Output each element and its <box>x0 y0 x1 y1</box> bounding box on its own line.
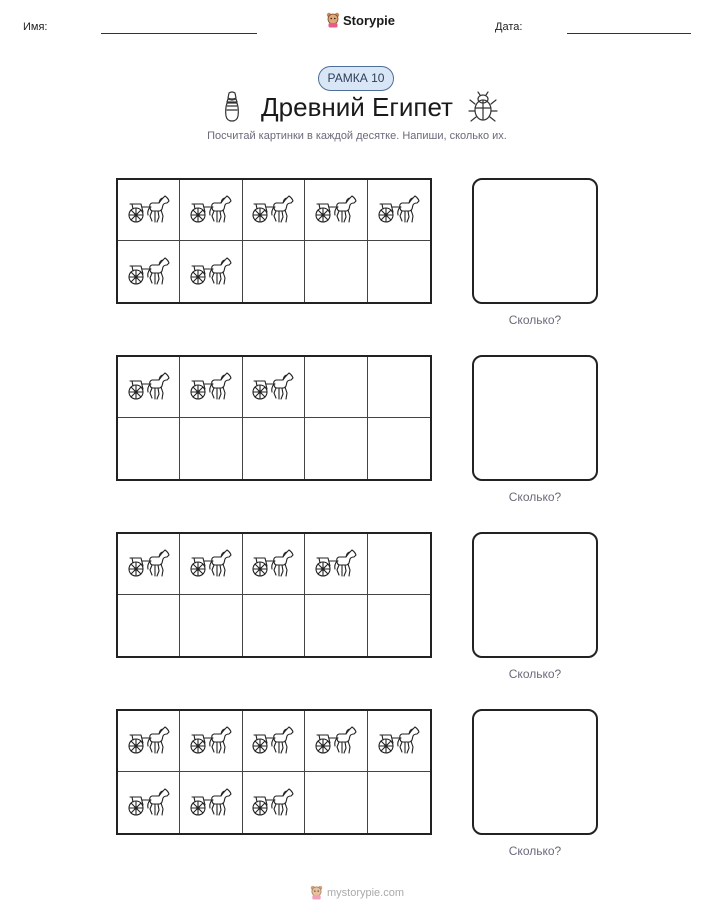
horse-chariot-icon <box>189 549 233 579</box>
answer-box-3[interactable] <box>472 532 598 658</box>
horse-chariot-icon <box>127 372 171 402</box>
ten-frame-cell <box>368 711 430 772</box>
ten-frame-cell <box>243 534 305 595</box>
ten-frame-cell <box>243 357 305 418</box>
horse-chariot-icon <box>314 726 358 756</box>
horse-chariot-icon <box>377 726 421 756</box>
page-title: Древний Египет <box>261 92 453 122</box>
brand-name: Storypie <box>343 12 396 28</box>
horse-chariot-icon <box>189 372 233 402</box>
ten-frame-cell <box>180 534 242 595</box>
ten-frame-3 <box>116 532 432 658</box>
ten-frame-cell <box>118 595 180 656</box>
horse-chariot-icon <box>189 788 233 818</box>
ten-frame-cell <box>118 772 180 833</box>
ten-frame-cell <box>243 180 305 241</box>
horse-chariot-icon <box>127 195 171 225</box>
footer-url: mystorypie.com <box>327 886 405 899</box>
ten-frame-cell <box>305 180 367 241</box>
horse-chariot-icon <box>189 257 233 287</box>
horse-chariot-icon <box>127 726 171 756</box>
horse-chariot-icon <box>189 195 233 225</box>
ten-frame-cell <box>368 418 430 479</box>
ten-frame-cell <box>368 534 430 595</box>
answer-prompt: Сколько? <box>508 667 562 681</box>
instructions: Посчитай картинки в каждой десятке. Напиши, сколько их. <box>207 130 507 142</box>
ten-frame-cell <box>118 241 180 302</box>
ten-frame-cell <box>180 180 242 241</box>
horse-chariot-icon <box>251 788 295 818</box>
ten-frame-cell <box>118 357 180 418</box>
ten-frame-cell <box>243 711 305 772</box>
ten-frame-cell <box>305 241 367 302</box>
footer <box>310 885 404 900</box>
horse-chariot-icon <box>377 195 421 225</box>
bear-mascot-icon <box>326 12 340 28</box>
ten-frame-cell <box>305 418 367 479</box>
ten-frame-cell <box>305 534 367 595</box>
answer-prompt: Сколько? <box>508 313 562 327</box>
answer-prompt: Сколько? <box>508 844 562 858</box>
horse-chariot-icon <box>127 549 171 579</box>
ten-frame-cell <box>368 241 430 302</box>
ten-frame-cell <box>305 711 367 772</box>
ten-frame-cell <box>180 357 242 418</box>
ten-frame-cell <box>305 772 367 833</box>
ten-frame-2 <box>116 355 432 481</box>
ten-frame-cell <box>368 357 430 418</box>
answer-box-1[interactable] <box>472 178 598 304</box>
horse-chariot-icon <box>251 195 295 225</box>
ten-frame-cell <box>180 772 242 833</box>
ten-frame-cell <box>243 595 305 656</box>
horse-chariot-icon <box>314 195 358 225</box>
storypie-logo <box>326 12 395 28</box>
ten-frame-cell <box>118 418 180 479</box>
ten-frame-cell <box>180 595 242 656</box>
ten-frame-cell <box>180 241 242 302</box>
horse-chariot-icon <box>127 257 171 287</box>
bear-mascot-icon <box>310 885 323 900</box>
horse-chariot-icon <box>127 788 171 818</box>
ten-frame-cell <box>305 595 367 656</box>
date-label: Дата: <box>495 21 523 33</box>
ten-frame-cell <box>243 418 305 479</box>
horse-chariot-icon <box>251 549 295 579</box>
horse-chariot-icon <box>314 549 358 579</box>
horse-chariot-icon <box>189 726 233 756</box>
ten-frame-cell <box>118 534 180 595</box>
ten-frame-cell <box>243 772 305 833</box>
name-write-line[interactable] <box>101 33 257 34</box>
horse-chariot-icon <box>251 372 295 402</box>
ten-frame-cell <box>118 711 180 772</box>
name-label: Имя: <box>23 21 48 33</box>
answer-box-2[interactable] <box>472 355 598 481</box>
frame-badge: РАМКА 10 <box>318 66 394 91</box>
ten-frame-cell <box>243 241 305 302</box>
ten-frame-cell <box>118 180 180 241</box>
answer-box-4[interactable] <box>472 709 598 835</box>
ten-frame-cell <box>368 772 430 833</box>
ten-frame-cell <box>180 711 242 772</box>
ten-frame-1 <box>116 178 432 304</box>
ten-frame-4 <box>116 709 432 835</box>
ten-frame-cell <box>368 180 430 241</box>
ten-frame-cell <box>368 595 430 656</box>
ten-frame-cell <box>305 357 367 418</box>
answer-prompt: Сколько? <box>508 490 562 504</box>
ten-frame-cell <box>180 418 242 479</box>
scarab-beetle-icon <box>468 91 498 123</box>
date-write-line[interactable] <box>567 33 691 34</box>
horse-chariot-icon <box>251 726 295 756</box>
